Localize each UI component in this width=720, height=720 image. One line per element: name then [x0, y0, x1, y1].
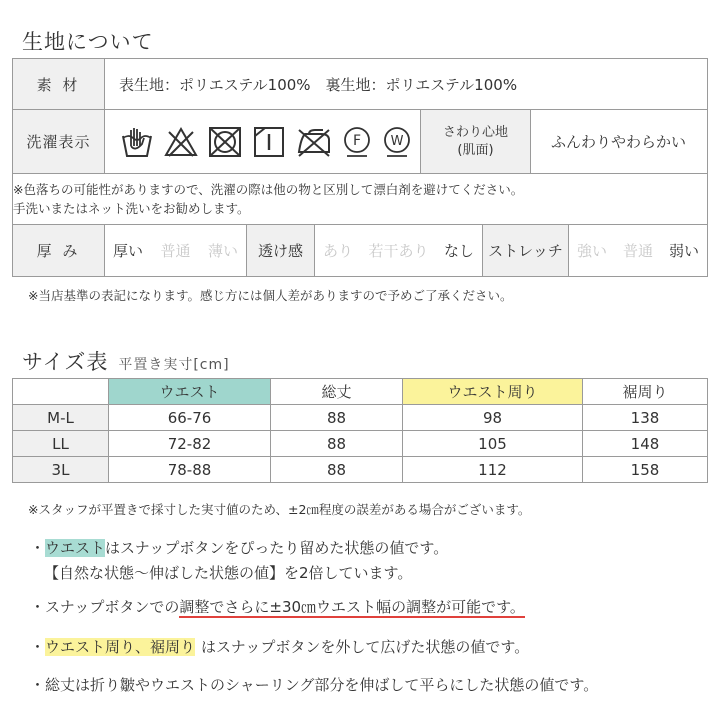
- note-around-highlight: ウエスト周り、裾周り: [45, 638, 196, 656]
- size-header-length: 総丈: [271, 379, 403, 405]
- size-cell-waist-around: 98: [403, 405, 583, 431]
- svg-text:F: F: [352, 132, 362, 149]
- size-header-waist-around: ウエスト周り: [403, 379, 583, 405]
- note-adjust-underlined: 調整でさらに±30㎝ウエスト幅の調整が可能です。: [179, 598, 525, 616]
- size-footnote: ※スタッフが平置きで採寸した実寸値のため、±2㎝程度の誤差がある場合がございます。: [28, 502, 531, 517]
- care-warning-line1: ※色落ちの可能性がありますので、洗濯の際は他の物と区別して漂白剤を避けてください。: [13, 182, 524, 197]
- table-row: [13, 405, 708, 431]
- thickness-option-thick: 厚い: [113, 242, 144, 260]
- size-cell-hem: 148: [583, 431, 708, 457]
- care-warning-row: [13, 174, 707, 225]
- material-value: 表生地：ポリエステル100% 裏生地：ポリエステル100%: [119, 75, 518, 94]
- care-icons: [105, 110, 421, 173]
- care-label: 洗濯表示: [13, 110, 105, 173]
- stretch-option-normal: 普通: [622, 242, 653, 260]
- note-adjust-prefix: ・スナップボタンでの: [30, 598, 180, 616]
- size-cell-waist: 72-82: [109, 431, 271, 457]
- table-row: [13, 457, 708, 483]
- no-tumble-dry-icon: [207, 124, 243, 160]
- note-around: [30, 635, 529, 660]
- fabric-info-table: [12, 58, 708, 277]
- size-table: [12, 378, 708, 483]
- touch-label: [421, 110, 531, 173]
- size-section-title: [22, 346, 230, 376]
- svg-text:W: W: [390, 133, 404, 149]
- fabric-section-title: 生地について: [22, 30, 154, 54]
- size-header-blank: [13, 379, 109, 405]
- material-label: 素 材: [13, 59, 105, 109]
- touch-value: ふんわりやわらかい: [551, 133, 687, 151]
- dry-clean-f-icon: [341, 124, 373, 160]
- size-header-waist: ウエスト: [109, 379, 271, 405]
- note-bullet: ・: [30, 638, 46, 656]
- size-title-text: サイズ表: [22, 350, 109, 374]
- note-length: ・総丈は折り皺やウエストのシャーリング部分を伸ばして平らにした状態の値です。: [30, 676, 599, 694]
- sheer-option-none: なし: [443, 242, 474, 260]
- size-subtitle: 平置き実寸[cm]: [118, 357, 230, 373]
- size-cell-length: 88: [271, 405, 403, 431]
- note-waist: [30, 536, 448, 586]
- sheer-option-slight: 若干あり: [368, 242, 429, 260]
- care-warning-line2: 手洗いまたはネット洗いをお勧めします。: [13, 201, 250, 216]
- touch-label-line2: (肌面): [457, 142, 494, 158]
- thickness-options: [105, 225, 247, 276]
- size-cell-waist: 66-76: [109, 405, 271, 431]
- sheer-label: 透け感: [247, 225, 315, 276]
- note-waist-line1: [30, 536, 448, 561]
- wet-clean-w-icon: [381, 124, 413, 160]
- size-cell-waist: 78-88: [109, 457, 271, 483]
- care-row: [13, 110, 707, 174]
- size-cell-name: LL: [13, 431, 109, 457]
- no-iron-icon: [295, 124, 333, 160]
- note-waist-text: はスナップボタンをぴったり留めた状態の値です。: [105, 539, 449, 557]
- size-table-header: [13, 379, 708, 405]
- stretch-option-weak: 弱い: [668, 242, 699, 260]
- note-waist-highlight: ウエスト: [45, 539, 106, 557]
- material-row: [13, 59, 707, 110]
- sheer-option-yes: あり: [323, 242, 354, 260]
- thickness-label: 厚 み: [13, 225, 105, 276]
- touch-label-line1: さわり心地: [442, 124, 508, 140]
- size-cell-length: 88: [271, 431, 403, 457]
- size-cell-hem: 138: [583, 405, 708, 431]
- note-waist-line2: 【自然な状態～伸ばした状態の値】を2倍しています。: [44, 564, 413, 582]
- size-cell-length: 88: [271, 457, 403, 483]
- fabric-footnote: ※当店基準の表記になります。感じ方には個人差がありますので予めご了承ください。: [28, 288, 513, 303]
- note-around-text: はスナップボタンを外して広げた状態の値です。: [201, 638, 530, 656]
- no-bleach-icon: [163, 124, 199, 160]
- hand-wash-icon: [119, 124, 155, 160]
- size-header-hem: 裾周り: [583, 379, 708, 405]
- thickness-option-normal: 普通: [160, 242, 191, 260]
- stretch-option-strong: 強い: [577, 242, 608, 260]
- size-cell-hem: 158: [583, 457, 708, 483]
- fabric-feel-row: [13, 225, 707, 276]
- note-bullet: ・: [30, 539, 46, 557]
- line-dry-icon: [251, 124, 287, 160]
- sheer-options: [315, 225, 483, 276]
- size-cell-name: 3L: [13, 457, 109, 483]
- size-cell-waist-around: 105: [403, 431, 583, 457]
- stretch-label: ストレッチ: [483, 225, 569, 276]
- note-adjust: [30, 595, 525, 620]
- thickness-option-thin: 薄い: [207, 242, 238, 260]
- size-cell-name: M-L: [13, 405, 109, 431]
- stretch-options: [569, 225, 707, 276]
- size-cell-waist-around: 112: [403, 457, 583, 483]
- table-row: [13, 431, 708, 457]
